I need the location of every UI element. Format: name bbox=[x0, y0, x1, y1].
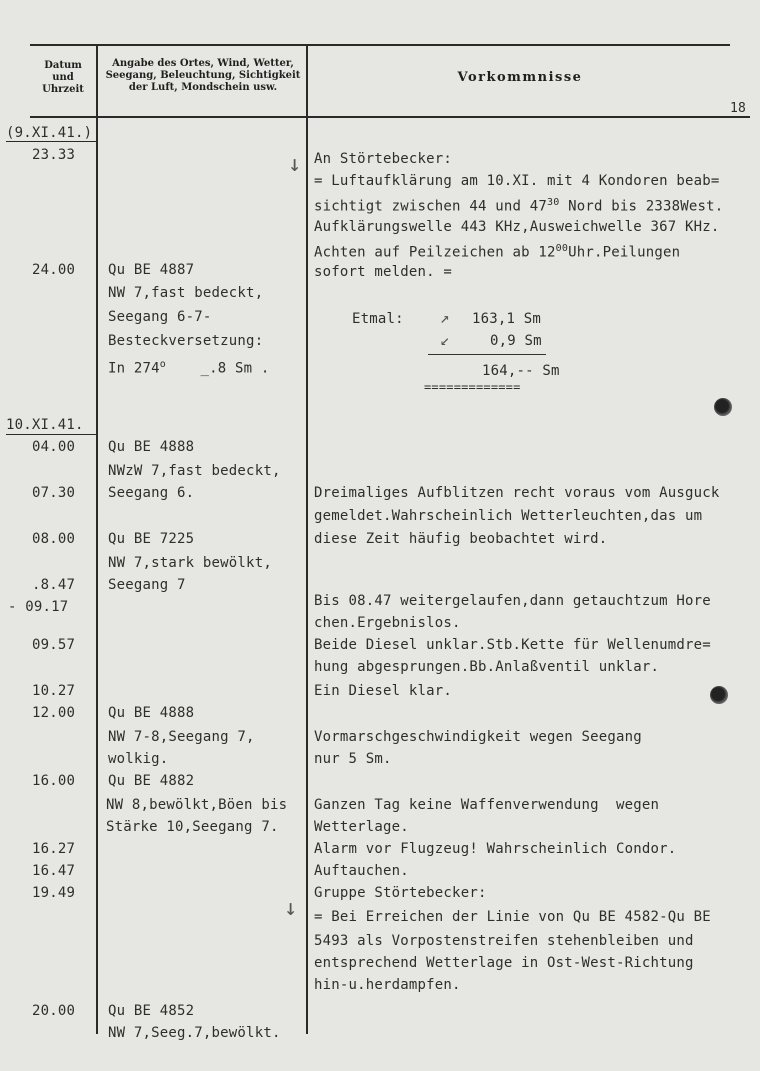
event-line: Dreimaliges Aufblitzen recht voraus vom Ausguck bbox=[314, 485, 720, 501]
location-entry: Qu BE 4888 bbox=[108, 705, 195, 721]
event-line: Beide Diesel unklar.Stb.Kette für Wellenumdre= bbox=[314, 637, 711, 653]
etmal-value-1: 163,1 Sm bbox=[472, 311, 542, 327]
event-line: Ganzen Tag keine Waffenverwendung wegen bbox=[314, 797, 660, 813]
location-entry: NW 7,fast bedeckt, bbox=[108, 285, 264, 301]
event-line: An Störtebecker: bbox=[314, 151, 453, 167]
location-entry: Qu BE 4888 bbox=[108, 439, 195, 455]
etmal-total: 164,-- Sm bbox=[482, 363, 560, 379]
event-line: = Luftaufklärung am 10.XI. mit 4 Kondoren beab= bbox=[314, 173, 720, 189]
event-line: diese Zeit häufig beobachtet wird. bbox=[314, 531, 608, 547]
margin-arrow-icon: ↓ bbox=[284, 896, 298, 921]
location-entry: Qu BE 7225 bbox=[108, 531, 195, 547]
column-rule-1 bbox=[96, 44, 98, 1034]
event-line: entsprechend Wetterlage in Ost-West-Richtung bbox=[314, 955, 694, 971]
location-entry: NWzW 7,fast bedeckt, bbox=[108, 463, 281, 479]
location-entry: Seegang 6-7- bbox=[108, 309, 212, 325]
event-line: sichtigt zwischen 44 und $47^{30}$ Nord bis 2338West. bbox=[314, 197, 724, 215]
event-line: Gruppe Störtebecker: bbox=[314, 885, 487, 901]
top-rule bbox=[30, 44, 730, 46]
time-entry: 08.00 bbox=[32, 531, 76, 547]
time-entry: 10.27 bbox=[32, 683, 76, 699]
time-entry: 09.57 bbox=[32, 637, 76, 653]
event-line: = Bei Erreichen der Linie von Qu BE 4582-Qu BE bbox=[314, 909, 711, 925]
margin-arrow-icon: ↓ bbox=[288, 152, 302, 177]
header-date-column: Datum und Uhrzeit bbox=[42, 60, 84, 95]
event-line: 5493 als Vorpostenstreifen stehenbleiben und bbox=[314, 933, 694, 949]
location-entry: Qu BE 4887 bbox=[108, 262, 195, 278]
versetzung-entry: In 274$^o$ _.8 Sm . bbox=[108, 359, 270, 377]
location-entry: Qu BE 4882 bbox=[108, 773, 195, 789]
event-line: Vormarschgeschwindigkeit wegen Seegang bbox=[314, 729, 642, 745]
etmal-label: Etmal: bbox=[352, 311, 404, 327]
etmal-double-underline: ============= bbox=[424, 380, 521, 394]
punch-hole bbox=[714, 398, 732, 416]
time-entry: 07.30 bbox=[32, 485, 76, 501]
header-rule bbox=[30, 116, 750, 118]
time-entry: 12.00 bbox=[32, 705, 76, 721]
location-entry: Seegang 6. bbox=[108, 485, 195, 501]
event-line: Bis 08.47 weitergelaufen,dann getauchtzum Hore bbox=[314, 593, 711, 609]
arrow-up-icon: ↗ bbox=[440, 308, 450, 327]
date-entry: (9.XI.41.) bbox=[6, 125, 93, 141]
location-entry: Qu BE 4852 bbox=[108, 1003, 195, 1019]
event-line: Wetterlage. bbox=[314, 819, 409, 835]
location-entry: NW 8,bewölkt,Böen bis bbox=[106, 797, 288, 813]
event-line: Achten auf Peilzeichen ab $12^{00}Uhr.Peilungen$ bbox=[314, 243, 681, 261]
event-line: nur 5 Sm. bbox=[314, 751, 392, 767]
event-line: Alarm vor Flugzeug! Wahrscheinlich Condor. bbox=[314, 841, 677, 857]
event-line: chen.Ergebnislos. bbox=[314, 615, 461, 631]
date-entry: 10.XI.41. bbox=[6, 417, 84, 433]
time-entry: 19.49 bbox=[32, 885, 76, 901]
location-entry: NW 7,Seeg.7,bewölkt. bbox=[108, 1025, 281, 1041]
etmal-sum-rule bbox=[428, 354, 546, 355]
location-entry: wolkig. bbox=[108, 751, 169, 767]
time-entry: 04.00 bbox=[32, 439, 76, 455]
time-entry: 16.47 bbox=[32, 863, 76, 879]
event-line: hung abgesprungen.Bb.Anlaßventil unklar. bbox=[314, 659, 660, 675]
time-entry: 16.00 bbox=[32, 773, 76, 789]
location-entry: NW 7,stark bewölkt, bbox=[108, 555, 272, 571]
event-line: Ein Diesel klar. bbox=[314, 683, 453, 699]
time-entry: 16.27 bbox=[32, 841, 76, 857]
punch-hole bbox=[710, 686, 728, 704]
header-location-column: Angabe des Ortes, Wind, Wetter, Seegang, Beleuchtung, Sichtigkeit der Luft, Mondschein usw. bbox=[105, 58, 301, 93]
arrow-down-icon: ↙ bbox=[440, 330, 450, 349]
time-entry: 20.00 bbox=[32, 1003, 76, 1019]
location-entry: NW 7-8,Seegang 7, bbox=[108, 729, 255, 745]
header-events-column: Vorkommnisse bbox=[457, 70, 583, 85]
time-entry: .8.47 bbox=[32, 577, 76, 593]
event-line: sofort melden. = bbox=[314, 264, 453, 280]
location-entry: Seegang 7 bbox=[108, 577, 186, 593]
column-rule-2 bbox=[306, 44, 308, 1034]
event-line: Auftauchen. bbox=[314, 863, 409, 879]
etmal-value-2: 0,9 Sm bbox=[490, 333, 542, 349]
time-entry: 24.00 bbox=[32, 262, 76, 278]
time-entry: 23.33 bbox=[32, 147, 76, 163]
event-line: gemeldet.Wahrscheinlich Wetterleuchten,das um bbox=[314, 508, 703, 524]
event-line: hin-u.herdampfen. bbox=[314, 977, 461, 993]
location-entry: Stärke 10,Seegang 7. bbox=[106, 819, 279, 835]
location-entry: Besteckversetzung: bbox=[108, 333, 264, 349]
page-number: 18 bbox=[730, 101, 747, 116]
event-line: Aufklärungswelle 443 KHz,Ausweichwelle 367 KHz. bbox=[314, 219, 720, 235]
time-entry: - 09.17 bbox=[8, 599, 69, 615]
